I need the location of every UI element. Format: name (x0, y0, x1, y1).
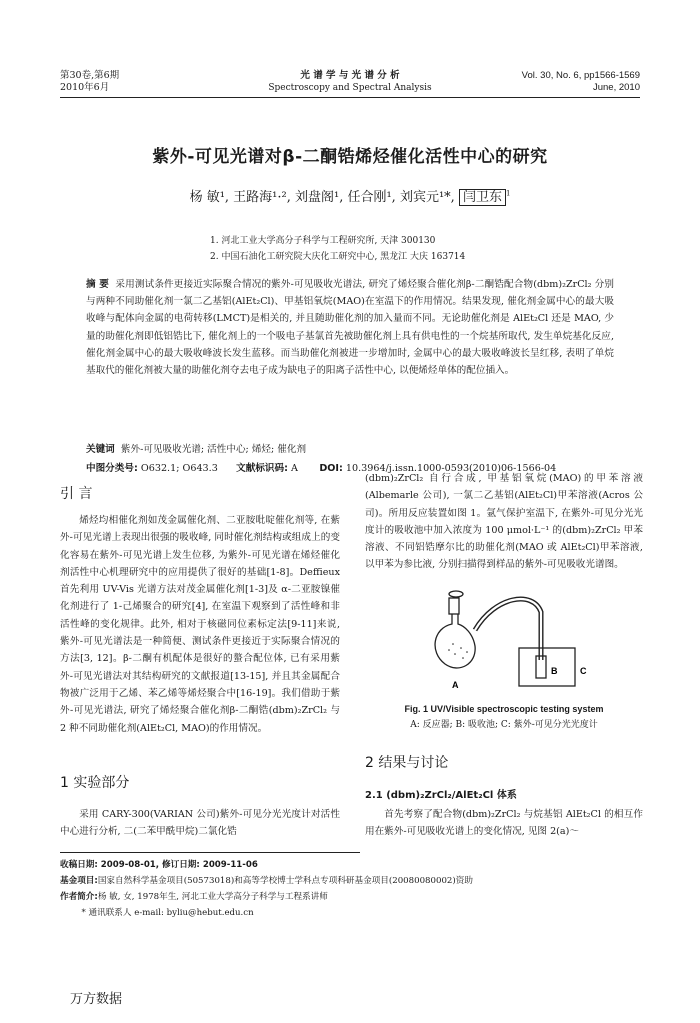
footnote-fund: 基金项目:国家自然科学基金项目(50573018)和高等学校博士学科点专项科研基金项目(20080080002)资助 (60, 876, 473, 886)
reactor-liquid (448, 643, 468, 659)
doc-code-value: A (291, 463, 298, 474)
experiment-heading: 1 实验部分 (60, 775, 130, 791)
header-date-en: June, 2010 (592, 82, 640, 93)
header-date-cn: 2010年6月 (60, 82, 110, 93)
clc-label: 中图分类号: (86, 463, 138, 474)
keywords-text: 紫外-可见吸收光谱; 活性中心; 烯烃; 催化剂 (120, 444, 307, 455)
doc-code-label: 文献标识码: (236, 463, 288, 474)
header-volume-block (60, 70, 119, 94)
footnote-author: 作者简介:杨 敏, 女, 1978年生, 河北工业大学高分子科学与工程系讲师 (60, 892, 328, 902)
affiliation-1: 1. 河北工业大学高分子科学与工程研究所, 天津 300130 (210, 236, 436, 246)
footnote-received: 收稿日期: 2009-08-01, 修订日期: 2009-11-06 (60, 860, 258, 870)
clc-value: O632.1; O643.3 (140, 463, 218, 474)
author-list (60, 186, 640, 205)
spectrophotometer-box (519, 648, 575, 686)
reactor-flask (435, 591, 475, 668)
figure-label-a: A (452, 680, 459, 690)
header-volume-en: Vol. 30, No. 6, pp1566-1569 (521, 70, 640, 81)
intro-heading: 引 言 (60, 486, 93, 502)
watermark: 万方数据 (70, 992, 123, 1007)
intro-paragraph: 烯烃均相催化剂如茂金属催化剂、二亚胺吡啶催化剂等, 在紫外-可见光谱上表现出很强的吸收峰, 同时催化剂结构或组成上的变化容易在紫外-可见光谱上发生位移, 为紫外-可见光谱在烯烃催化剂活性中心机理研究中的应用提供了很好的基础[1-8]。Deffieux 首先利用 UV-Vis 光谱方法对茂金属催化剂[1-3]及 α-二亚胺镍催化剂进行了 1-己烯聚合的研究[4], 在室温下观察到了活性峰和非活性峰的变化规律。此外, 相对于核磁同位素标定法[9-11]来说, 紫外-可见光谱法是一种简便、测试条件更接近于实际聚合情况的方法[3, 12]。β-二酮有机配体是很好的螯合配位体, 已有采用紫外-可见光谱法对其结构研究的文献报道[13-15], 并且其金属配合物被广泛用于乙烯、苯乙烯等烯烃聚合中[16-19]。我们借助于紫外-可见光谱法, 研究了烯烃聚合催化剂β-二酮锆(dbm)₂ZrCl₂ 与 2 种不同助催化剂(AlEt₂Cl, MAO)的作用情况。 (60, 515, 340, 734)
header-volume-cn: 第30卷,第6期 (60, 70, 120, 81)
footnotes (60, 857, 640, 921)
transfer-tube (475, 599, 541, 660)
affiliation-2: 2. 中国石油化工研究院大庆化工研究中心, 黑龙江 大庆 163714 (210, 252, 466, 262)
figure-caption-en: Fig. 1 UV/Visible spectroscopic testing system (404, 704, 604, 714)
figure-1-caption (365, 702, 643, 733)
results-subheading: 2.1 (dbm)₂ZrCl₂/AlEt₂Cl 体系 (365, 790, 517, 801)
abstract-label: 摘 要 (86, 279, 109, 290)
figure-label-c: C (580, 666, 587, 676)
header-journal-en: Spectroscopy and Spectral Analysis (268, 83, 432, 93)
figure-label-b: B (551, 666, 558, 676)
header-rule (60, 97, 640, 98)
authors-text: 杨 敏¹, 王路海¹·², 刘盘阁¹, 任合刚¹, 刘宾元¹*, (189, 190, 455, 205)
header-volume-en-block (450, 70, 640, 94)
footnote-corresponding: * 通讯联系人 e-mail: byliu@hebut.edu.cn (81, 908, 254, 918)
figure-1-diagram (415, 590, 615, 690)
abstract (86, 276, 614, 379)
authors-boxed-name: 闫卫东 (459, 189, 506, 206)
header-journal-block (230, 70, 470, 94)
keywords (86, 442, 626, 457)
keywords-label: 关键词 (86, 444, 115, 455)
authors-boxed-sup: 1 (505, 189, 511, 198)
doi-label: DOI: (319, 463, 343, 474)
footnote-rule (60, 852, 360, 853)
results-paragraph: 首先考察了配合物(dbm)₂ZrCl₂ 与烷基铝 AlEt₂Cl 的相互作用在紫外-可见吸收光谱上的变化情况, 见图 2(a)～ (365, 809, 643, 838)
results-heading: 2 结果与讨论 (365, 755, 449, 771)
doi-value: 10.3964/j.issn.1000-0593(2010)06-1566-04 (345, 463, 557, 474)
affiliations (210, 233, 465, 265)
abstract-text: 采用测试条件更接近实际聚合情况的紫外-可见吸收光谱法, 研究了烯烃聚合催化剂β-二酮锆配合物(dbm)₂ZrCl₂ 分别与两种不同助催化剂一氯二乙基铝(AlEt₂Cl)、甲基铝氧烷(MAO)在室温下的作用情况。结果发现, 催化剂金属中心的最大吸收峰与配体向金属的电荷转移(LMCT)是相关的, 并且随助催化剂的加入量而不同。无论助催化剂是 AlEt₂Cl 还是 MAO, 少量的助催化剂即低铝锆比下, 催化剂上的一个吸电子基氯首先被助催化剂上具有供电性的一个烷基所取代, 发生单烷基化反应, 催化剂金属中心的最大吸收峰波长发生蓝移。而当助催化剂被进一步增加时, 金属中心的最大吸收峰波长呈红移, 表明了单烷基取代的催化剂被大量的助催化剂夺去电子成为缺电子的阳离子活性中心, 以便烯烃单体的配位插入。 (86, 279, 614, 377)
paper-title: 紫外-可见光谱对β-二酮锆烯烃催化活性中心的研究 (152, 147, 548, 167)
experiment-paragraph: 采用 CARY-300(VARIAN 公司)紫外-可见分光光度计对活性中心进行分析, 二(二苯甲酰甲烷)二氯化锆 (60, 809, 340, 838)
methods-paragraph: (dbm)₂ZrCl₂ 自行合成, 甲基铝氧烷(MAO)的甲苯溶液(Albemarle 公司), 一氯二乙基铝(AlEt₂Cl)甲苯溶液(Acros 公司)。所用反应装置如图 1。氩气保护室温下, 在紫外-可见分光光度计的吸收池中加入浓度为 100 μmol·L⁻¹ 的(dbm)₂ZrCl₂ 甲苯溶液、不同铝锆摩尔比的助催化剂(MAO 或 AlEt₂Cl)甲苯溶液, 以甲苯为参比液, 分别扫描得到样品的紫外-可见吸收光谱图。 (365, 473, 643, 571)
figure-caption-cn: A: 反应器; B: 吸收池; C: 紫外-可见分光光度计 (410, 720, 598, 730)
header-journal-cn: 光 谱 学 与 光 谱 分 析 (300, 70, 400, 81)
